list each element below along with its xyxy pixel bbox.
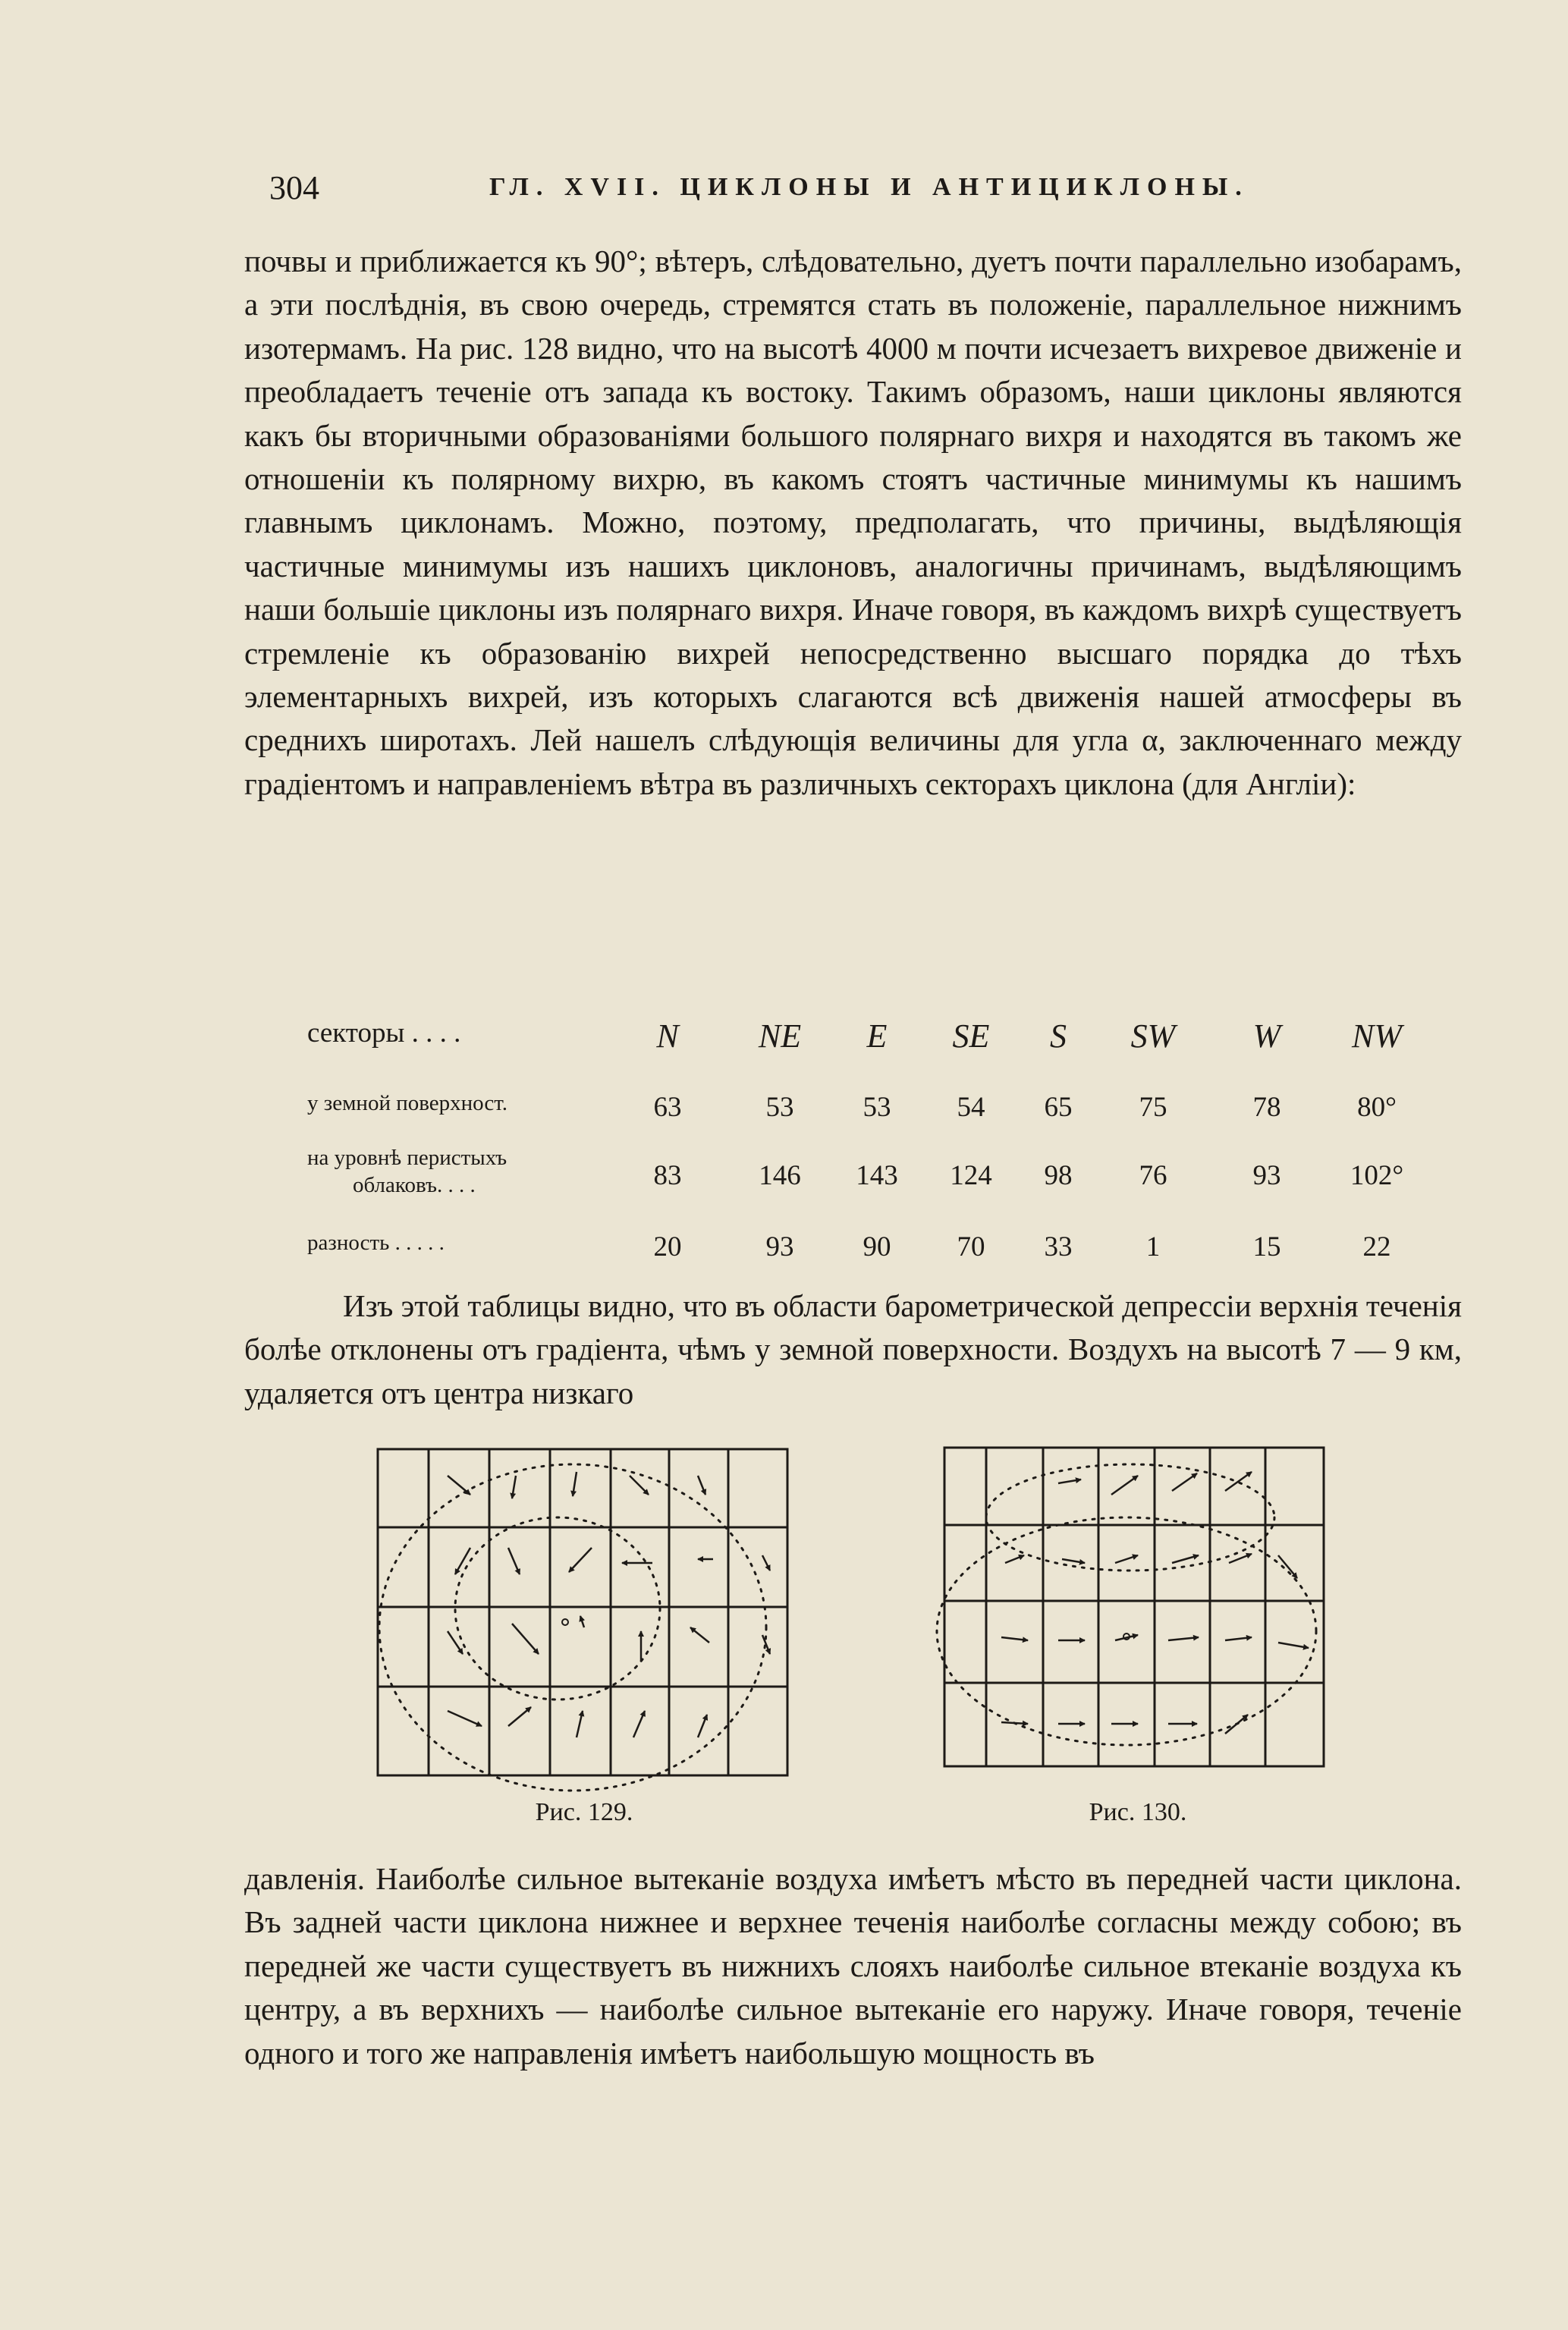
table-cell: 15 (1252, 1231, 1281, 1262)
figure-130-diagram (910, 1442, 1335, 1798)
sector-sw: SW (1130, 1017, 1176, 1055)
sector-se: SE (952, 1017, 990, 1055)
figures-row (334, 1442, 1472, 1851)
sector-w: W (1252, 1017, 1281, 1055)
paragraph-3: давленія. Наиболѣе сильное вытеканіе воздуха имѣетъ мѣсто въ передней части циклона. Въ задней части циклона нижнее и верхнее теченія наиболѣе согласны между собою; въ передней же части существуетъ въ нижнихъ слояхъ наиболѣе сильное втеканіе воздуха къ центру, а въ верхнихъ — наиболѣе сильное вытеканіе его наружу. Иначе говоря, теченіе одного и того же направленія имѣетъ наибольшую мощность въ (244, 1861, 1462, 2071)
table-cell: 80° (1357, 1092, 1397, 1123)
page-number: 304 (269, 169, 319, 206)
table-cell: 93 (765, 1231, 794, 1262)
table-cell: 143 (856, 1160, 898, 1191)
figure-129 (357, 1442, 812, 1826)
table-cell: 1 (1145, 1231, 1161, 1262)
sector-ne: NE (758, 1017, 802, 1055)
paragraph-1: почвы и приближается къ 90°; вѣтеръ, слѣдовательно, дуетъ почти параллельно изобарамъ, а эти послѣднія, въ свою очередь, стремятся стать въ положеніе, параллельное нижнимъ изотермамъ. На рис. 128 видно, что на высотѣ 4000 м почти исчезаетъ вихревое движеніе и преобладаетъ теченіе отъ запада къ востоку. Такимъ образомъ, наши циклоны являются какъ бы вторичными образованіями большого полярнаго вихря и находятся въ такомъ же отношеніи къ полярному вихрю, въ какомъ стоятъ частичные минимумы къ нашимъ главнымъ циклонамъ. Можно, поэтому, предполагать, что причины, выдѣляющія частичные минимумы изъ нашихъ циклоновъ, аналогичны причинамъ, выдѣляющимъ наши большіе циклоны изъ полярнаго вихря. Иначе говоря, въ каждомъ вихрѣ существуетъ стремленіе къ образованію вихрей непосредственно высшаго порядка до тѣхъ элементарныхъ вихрей, изъ которыхъ слагаются всѣ движенія нашей атмосферы въ среднихъ широтахъ. Лей нашелъ слѣдующія величины для угла α, заключеннаго между градіентомъ и направленіемъ вѣтра въ различныхъ секторахъ циклона (для Англіи): (244, 244, 1462, 801)
page-header (269, 168, 1453, 214)
row-label-cirrus-line1: на уровнѣ перистыхъ (307, 1146, 507, 1170)
table-cell: 83 (653, 1160, 682, 1191)
table-cell: 54 (957, 1092, 985, 1123)
table-cell: 146 (759, 1160, 801, 1191)
row-label-surface: у земной поверхност. (307, 1091, 507, 1115)
angle-table (307, 1017, 1460, 1267)
figure-130-caption: Рис. 130. (1089, 1798, 1187, 1826)
figure-129-caption: Рис. 129. (535, 1798, 633, 1826)
table-cell: 65 (1044, 1092, 1073, 1123)
table-cell: 98 (1044, 1160, 1073, 1191)
figure-129-diagram (357, 1442, 812, 1806)
table-cell: 90 (863, 1231, 891, 1262)
row-label-cirrus (307, 1144, 507, 1199)
table-cell: 63 (653, 1092, 682, 1123)
sectors-label: секторы . . . . (307, 1017, 461, 1049)
table-cell: 53 (863, 1092, 891, 1123)
sector-n: N (656, 1017, 679, 1055)
row-label-cirrus-line2: облаковъ. . . . (353, 1173, 476, 1197)
table-cell: 70 (957, 1231, 985, 1262)
paragraph-2: Изъ этой таблицы видно, что въ области барометрической депрессіи верхнія теченія болѣе отклонены отъ градіента, чѣмъ у земной поверхности. Воздухъ на высотѣ 7 — 9 км, удаляется отъ центра низкаго (244, 1288, 1462, 1410)
table-cell: 75 (1139, 1092, 1167, 1123)
table-cell: 78 (1252, 1092, 1281, 1123)
running-head: ГЛ. XVII. ЦИКЛОНЫ И АНТИЦИКЛОНЫ. (489, 173, 1249, 201)
table-cell: 102° (1350, 1160, 1404, 1191)
table-cell: 93 (1252, 1160, 1281, 1191)
table-cell: 22 (1362, 1231, 1391, 1262)
table-cell: 53 (765, 1092, 794, 1123)
table-cell: 33 (1044, 1231, 1073, 1262)
figure-130 (910, 1442, 1335, 1826)
sector-s: S (1050, 1017, 1067, 1055)
row-label-difference: разность . . . . . (307, 1231, 445, 1255)
table-cell: 76 (1139, 1160, 1167, 1191)
table-cell: 124 (950, 1160, 992, 1191)
table-cell: 20 (653, 1231, 682, 1262)
sector-e: E (866, 1017, 888, 1055)
sector-nw: NW (1352, 1017, 1402, 1055)
